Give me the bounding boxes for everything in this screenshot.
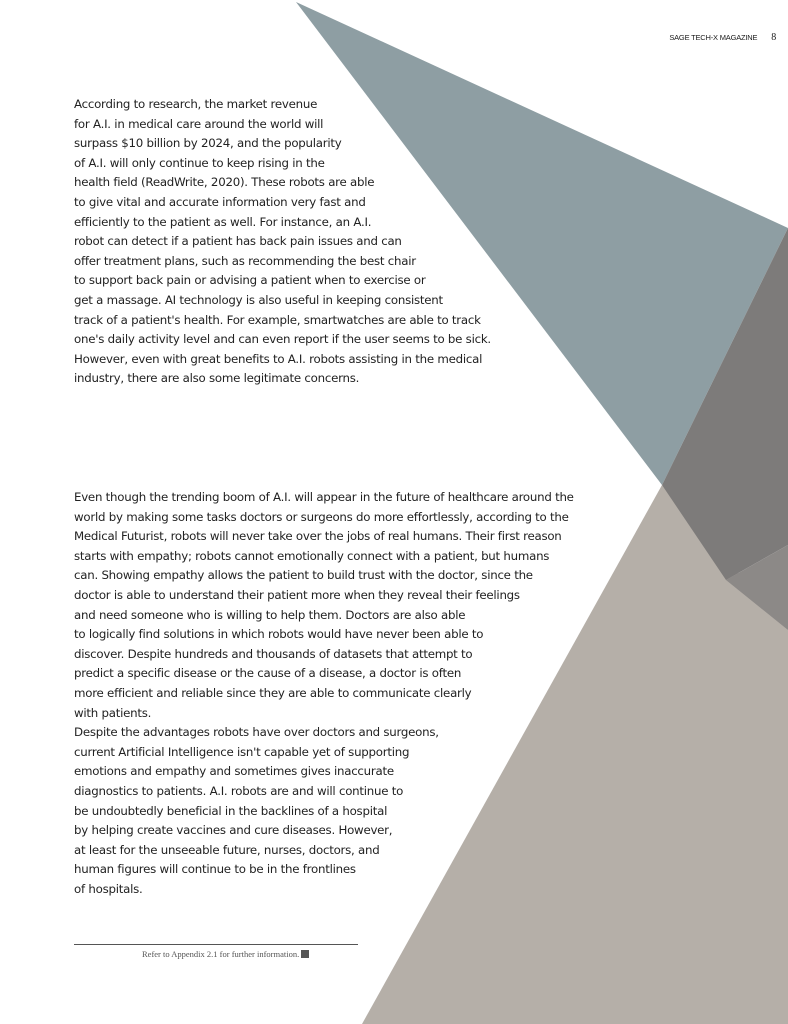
- text-line: by helping create vaccines and cure diseases. However,: [74, 823, 393, 838]
- text-line: starts with empathy; robots cannot emotionally connect with a patient, but humans: [74, 548, 550, 563]
- text-line: doctor is able to understand their patient more when they reveal their feelings: [74, 587, 520, 602]
- text-line: industry, there are also some legitimate concerns.: [74, 371, 360, 386]
- text-line: track of a patient's health. For example, smartwatches are able to track: [74, 312, 481, 327]
- text-line: current Artificial Intelligence isn't capable yet of supporting: [74, 744, 410, 759]
- text-line: robot can detect if a patient has back pain issues and can: [74, 234, 402, 249]
- text-line: According to research, the market revenue: [74, 97, 318, 111]
- text-line: world by making some tasks doctors or surgeons do more effortlessly, according to the: [74, 509, 569, 524]
- text-line: discover. Despite hundreds and thousands of datasets that attempt to: [74, 646, 473, 661]
- text-line: Medical Futurist, robots will never take over the jobs of real humans. Their first reason: [74, 529, 562, 544]
- text-line: Even though the trending boom of A.I. will appear in the future of healthcare around the: [74, 490, 574, 504]
- text-line: emotions and empathy and sometimes gives inaccurate: [74, 764, 394, 779]
- text-line: of A.I. will only continue to keep rising in the: [74, 155, 325, 170]
- page-number: 8: [771, 32, 776, 43]
- text-line: get a massage. AI technology is also useful in keeping consistent: [74, 292, 443, 307]
- text-line: at least for the unseeable future, nurses, doctors, and: [74, 842, 380, 857]
- footnote-divider: [74, 944, 358, 945]
- footnote-text: Refer to Appendix 2.1 for further information.: [142, 949, 300, 959]
- text-line: to logically find solutions in which robots would have never been able to: [74, 627, 484, 642]
- text-line: of hospitals.: [74, 881, 143, 896]
- text-line: one's daily activity level and can even report if the user seems to be sick.: [74, 332, 491, 347]
- text-line: to give vital and accurate information very fast and: [74, 194, 366, 209]
- text-line: efficiently to the patient as well. For instance, an A.I.: [74, 214, 372, 229]
- text-line: be undoubtedly beneficial in the backlines of a hospital: [74, 803, 388, 818]
- magazine-name: SAGE TECH-X MAGAZINE: [669, 33, 758, 42]
- paragraph-empathy: [74, 488, 574, 899]
- text-line: to support back pain or advising a patient when to exercise or: [74, 273, 426, 288]
- text-line: However, even with great benefits to A.I. robots assisting in the medical: [74, 351, 483, 366]
- text-line: offer treatment plans, such as recommending the best chair: [74, 253, 416, 268]
- footnote: [142, 949, 309, 959]
- text-line: surpass $10 billion by 2024, and the popularity: [74, 136, 342, 151]
- text-line: diagnostics to patients. A.I. robots are and will continue to: [74, 783, 404, 798]
- text-line: and need someone who is willing to help them. Doctors are also able: [74, 607, 466, 622]
- running-header: [669, 32, 776, 43]
- text-line: for A.I. in medical care around the world will: [74, 116, 324, 131]
- text-line: Despite the advantages robots have over doctors and surgeons,: [74, 725, 439, 740]
- text-line: health field (ReadWrite, 2020). These robots are able: [74, 175, 375, 190]
- text-line: with patients.: [74, 705, 152, 720]
- text-line: more efficient and reliable since they are able to communicate clearly: [74, 685, 472, 700]
- paragraph-market-revenue: [74, 95, 491, 389]
- text-line: can. Showing empathy allows the patient to build trust with the doctor, since the: [74, 568, 533, 583]
- text-line: human figures will continue to be in the frontlines: [74, 862, 356, 877]
- end-square-icon: [301, 950, 309, 958]
- text-line: predict a specific disease or the cause of a disease, a doctor is often: [74, 666, 462, 681]
